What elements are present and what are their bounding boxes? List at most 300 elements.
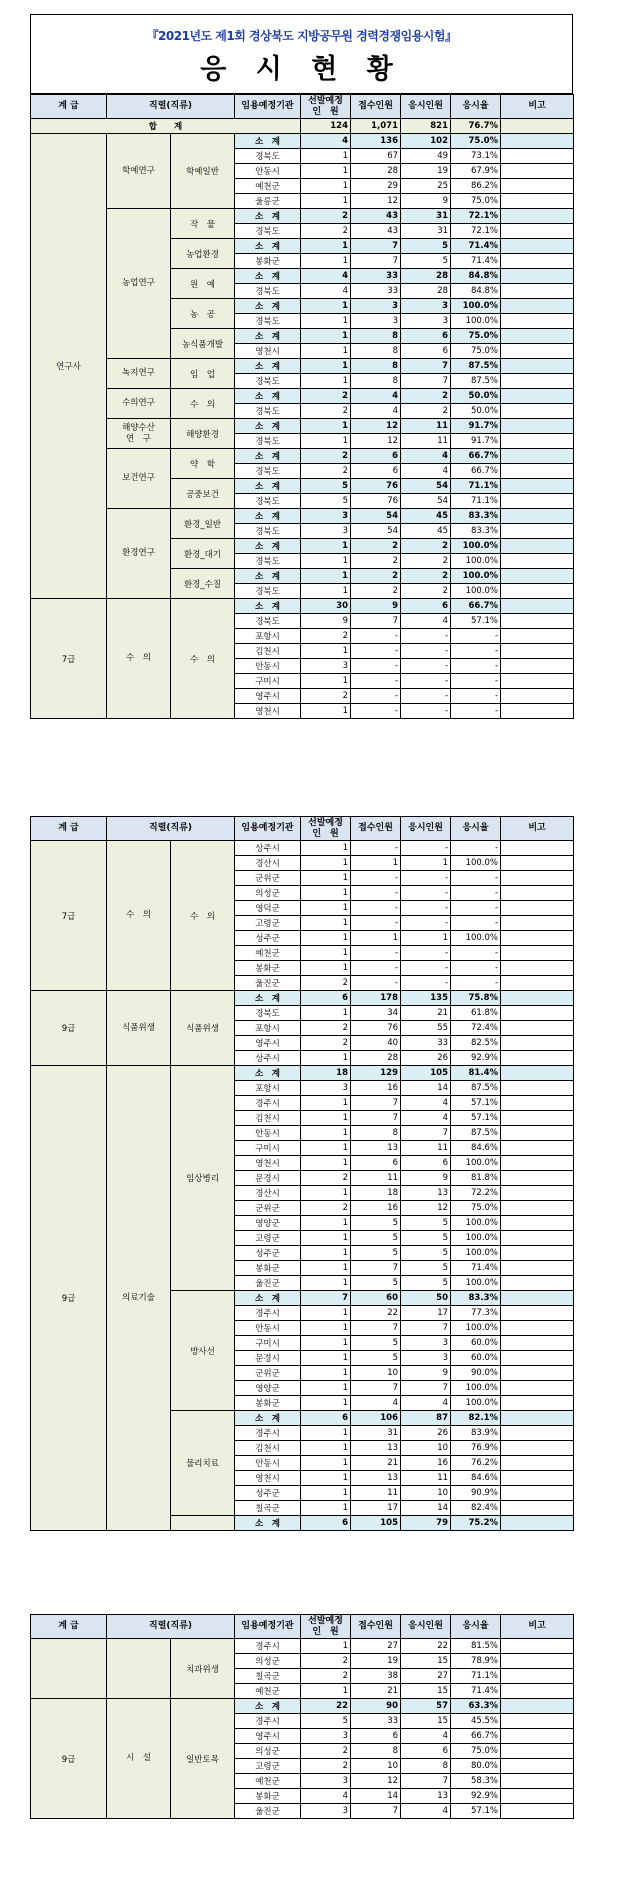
applicant-status-table-1 (30, 94, 574, 719)
title-box (30, 14, 573, 94)
quota-cell: 1 (301, 1051, 351, 1066)
examinees-cell: 26 (401, 1051, 451, 1066)
quota-cell: 1 (301, 374, 351, 389)
rate-cell: 75.0% (451, 194, 501, 209)
quota-cell: 1 (301, 554, 351, 569)
quota-cell: 1 (301, 1306, 351, 1321)
applicants-cell: 7 (351, 1804, 401, 1819)
quota-cell: 2 (301, 1171, 351, 1186)
remarks-cell (501, 524, 574, 539)
rate-cell: 61.8% (451, 1006, 501, 1021)
subseries-cell: 약 학 (171, 449, 235, 479)
subtotal-row (31, 209, 574, 224)
examinees-header: 응시인원 (401, 817, 451, 841)
grade-cell: 9급 (31, 1699, 107, 1819)
examinees-cell: 9 (401, 194, 451, 209)
examinees-cell: 49 (401, 149, 451, 164)
rate-cell: 84.8% (451, 269, 501, 284)
rate-cell: 80.0% (451, 1759, 501, 1774)
remarks-cell (501, 1246, 574, 1261)
examinees-cell: - (401, 916, 451, 931)
agency-cell: 경북도 (235, 434, 301, 449)
applicants-cell: - (351, 916, 401, 931)
agency-cell: 경북도 (235, 464, 301, 479)
agency-cell: 영양군 (235, 1216, 301, 1231)
quota-cell: 1 (301, 871, 351, 886)
examinees-cell: 5 (401, 239, 451, 254)
grade-cell: 9급 (31, 1066, 107, 1531)
rate-cell: 83.3% (451, 1291, 501, 1306)
rate-cell: 50.0% (451, 404, 501, 419)
remarks-cell (501, 1306, 574, 1321)
quota-cell: 1 (301, 1366, 351, 1381)
applicants-cell: 2 (351, 539, 401, 554)
remarks-cell (501, 1639, 574, 1654)
applicants-cell: 34 (351, 1006, 401, 1021)
agency-cell: 경북도 (235, 149, 301, 164)
quota-cell: 1 (301, 674, 351, 689)
rate-cell: 72.4% (451, 1021, 501, 1036)
agency-cell: 영천시 (235, 704, 301, 719)
rate-cell: 82.4% (451, 1501, 501, 1516)
remarks-cell (501, 599, 574, 614)
rate-cell: 92.9% (451, 1789, 501, 1804)
rate-cell: - (451, 946, 501, 961)
quota-cell: 1 (301, 1321, 351, 1336)
examinees-cell: 45 (401, 509, 451, 524)
examinees-cell: 1 (401, 856, 451, 871)
rate-cell: 63.3% (451, 1699, 501, 1714)
remarks-cell (501, 494, 574, 509)
subseries-cell: 해양환경 (171, 419, 235, 449)
applicants-cell: 6 (351, 464, 401, 479)
examinees-cell: 26 (401, 1426, 451, 1441)
agency-cell: 경북도 (235, 374, 301, 389)
subtotal-row (31, 599, 574, 614)
applicants-cell: 129 (351, 1066, 401, 1081)
remarks-cell (501, 614, 574, 629)
quota-cell: 1 (301, 1111, 351, 1126)
series-cell: 의료기술 (107, 1066, 171, 1531)
quota-cell: 1 (301, 569, 351, 584)
quota-cell: 2 (301, 1669, 351, 1684)
applicants-cell: 38 (351, 1669, 401, 1684)
agency-cell: 김천시 (235, 644, 301, 659)
applicants-cell: 33 (351, 269, 401, 284)
quota-cell: 1 (301, 1396, 351, 1411)
remarks-cell (501, 314, 574, 329)
applicants-cell: 17 (351, 1501, 401, 1516)
quota-cell: 2 (301, 464, 351, 479)
applicants-cell: - (351, 629, 401, 644)
applicants-cell: 13 (351, 1141, 401, 1156)
subseries-cell: 원 예 (171, 269, 235, 299)
remarks-cell (501, 1441, 574, 1456)
agency-cell: 칠곡군 (235, 1501, 301, 1516)
examinees-cell: 55 (401, 1021, 451, 1036)
agency-cell: 경주시 (235, 1639, 301, 1654)
subseries-cell: 식품위생 (171, 991, 235, 1066)
quota-cell: 3 (301, 1729, 351, 1744)
subseries-cell: 환경_일반 (171, 509, 235, 539)
remarks-cell (501, 1261, 574, 1276)
grade-cell (31, 1639, 107, 1699)
rate-cell: - (451, 674, 501, 689)
applicants-cell: - (351, 976, 401, 991)
agency-cell: 의성군 (235, 1744, 301, 1759)
series-cell: 환경연구 (107, 509, 171, 599)
applicants-cell: 8 (351, 329, 401, 344)
remarks-cell (501, 269, 574, 284)
agency-cell: 경북도 (235, 224, 301, 239)
agency-cell: 봉화군 (235, 1789, 301, 1804)
applicants-cell: - (351, 704, 401, 719)
subseries-cell: 치과위생 (171, 1639, 235, 1699)
series-cell: 수 의 (107, 599, 171, 719)
quota-cell: 6 (301, 1411, 351, 1426)
agency-cell: 영천시 (235, 344, 301, 359)
remarks-cell (501, 1426, 574, 1441)
rate-cell: - (451, 644, 501, 659)
rate-cell: 91.7% (451, 419, 501, 434)
applicants-cell: 5 (351, 1336, 401, 1351)
quota-cell: 1 (301, 149, 351, 164)
quota-cell: 5 (301, 494, 351, 509)
agency-cell: 구미시 (235, 674, 301, 689)
examinees-cell: 15 (401, 1654, 451, 1669)
remarks-header: 비고 (501, 1615, 574, 1639)
quota-cell: 1 (301, 916, 351, 931)
rate-cell: 71.4% (451, 239, 501, 254)
remarks-cell (501, 1759, 574, 1774)
rate-cell: 57.1% (451, 614, 501, 629)
remarks-cell (501, 674, 574, 689)
quota-cell: 1 (301, 886, 351, 901)
examinees-cell: 5 (401, 1231, 451, 1246)
remarks-cell (501, 1744, 574, 1759)
applicant-status-table-2 (30, 816, 574, 1531)
applicants-cell: 28 (351, 164, 401, 179)
series-cell: 시 설 (107, 1699, 171, 1819)
rate-cell: 81.4% (451, 1066, 501, 1081)
rate-cell: 83.3% (451, 509, 501, 524)
agency-cell: 군위군 (235, 871, 301, 886)
examinees-cell: 7 (401, 1381, 451, 1396)
agency-cell: 울릉군 (235, 194, 301, 209)
total-label: 합 계 (31, 119, 301, 134)
rate-cell: 100.0% (451, 539, 501, 554)
remarks-cell (501, 856, 574, 871)
examinees-cell: 7 (401, 374, 451, 389)
agency-cell: 울진군 (235, 1276, 301, 1291)
remarks-cell (501, 464, 574, 479)
examinees-header: 응시인원 (401, 95, 451, 119)
applicants-cell: 5 (351, 1216, 401, 1231)
remarks-cell (501, 134, 574, 149)
grade-cell: 7급 (31, 841, 107, 991)
agency-cell: 경주시 (235, 1426, 301, 1441)
subtotal-label: 소 계 (235, 329, 301, 344)
examinees-cell: 2 (401, 569, 451, 584)
subtotal-label: 소 계 (235, 1699, 301, 1714)
examinees-cell: 6 (401, 599, 451, 614)
rate-cell: 100.0% (451, 1381, 501, 1396)
quota-cell: 1 (301, 931, 351, 946)
rate-cell: 75.2% (451, 1516, 501, 1531)
total-remarks (501, 119, 574, 134)
remarks-cell (501, 1186, 574, 1201)
examinees-cell: 11 (401, 419, 451, 434)
remarks-cell (501, 901, 574, 916)
quota-cell: 22 (301, 1699, 351, 1714)
examinees-cell: 11 (401, 1141, 451, 1156)
series-cell: 식품위생 (107, 991, 171, 1066)
remarks-cell (501, 419, 574, 434)
examinees-cell: 4 (401, 1729, 451, 1744)
quota-cell: 1 (301, 1276, 351, 1291)
agency-cell: 포항시 (235, 1021, 301, 1036)
remarks-cell (501, 374, 574, 389)
quota-cell: 4 (301, 284, 351, 299)
rate-cell: 75.0% (451, 1744, 501, 1759)
subseries-cell: 임 업 (171, 359, 235, 389)
remarks-cell (501, 1036, 574, 1051)
examinees-cell: - (401, 704, 451, 719)
rate-cell: 72.1% (451, 209, 501, 224)
examinees-cell: 11 (401, 1471, 451, 1486)
applicants-cell: 11 (351, 1171, 401, 1186)
examinees-cell: 27 (401, 1669, 451, 1684)
subseries-cell: 농식품개발 (171, 329, 235, 359)
quota-cell: 3 (301, 659, 351, 674)
remarks-cell (501, 1789, 574, 1804)
applicants-cell: 10 (351, 1366, 401, 1381)
applicants-cell: 7 (351, 254, 401, 269)
rate-cell: 84.6% (451, 1141, 501, 1156)
subtotal-label: 소 계 (235, 991, 301, 1006)
subtotal-label: 소 계 (235, 389, 301, 404)
remarks-cell (501, 1351, 574, 1366)
rate-cell: 60.0% (451, 1351, 501, 1366)
quota-cell: 3 (301, 524, 351, 539)
rate-cell: 71.4% (451, 1261, 501, 1276)
agency-cell: 영주시 (235, 1729, 301, 1744)
agency-cell: 봉화군 (235, 1396, 301, 1411)
subtotal-label: 소 계 (235, 449, 301, 464)
subseries-cell: 작 물 (171, 209, 235, 239)
agency-cell: 김천시 (235, 1111, 301, 1126)
applicants-cell: - (351, 689, 401, 704)
grade-cell: 7급 (31, 599, 107, 719)
total-quota: 124 (301, 119, 351, 134)
applicants-cell: 19 (351, 1654, 401, 1669)
examinees-cell: 4 (401, 1804, 451, 1819)
subtotal-row (31, 389, 574, 404)
examinees-cell: 4 (401, 1111, 451, 1126)
examinees-cell: 4 (401, 614, 451, 629)
examinees-cell: - (401, 886, 451, 901)
examinees-cell: 4 (401, 449, 451, 464)
quota-cell: 1 (301, 1486, 351, 1501)
agency-cell: 칠곡군 (235, 1669, 301, 1684)
applicants-cell: 31 (351, 1426, 401, 1441)
rate-cell: 91.7% (451, 434, 501, 449)
applicants-cell: 8 (351, 1744, 401, 1759)
subtotal-label: 소 계 (235, 599, 301, 614)
agency-cell: 고령군 (235, 1231, 301, 1246)
grade-header: 계 급 (31, 95, 107, 119)
examinees-cell: 9 (401, 1171, 451, 1186)
quota-cell: 9 (301, 614, 351, 629)
subseries-cell: 환경_대기 (171, 539, 235, 569)
series-cell (107, 1639, 171, 1699)
quota-cell: 18 (301, 1066, 351, 1081)
subseries-cell: 물리치료 (171, 1411, 235, 1516)
applicants-cell: 7 (351, 614, 401, 629)
examinees-cell: - (401, 644, 451, 659)
agency-cell: 영천시 (235, 1471, 301, 1486)
total-examinees: 821 (401, 119, 451, 134)
examinees-cell: 6 (401, 344, 451, 359)
examinees-cell: - (401, 946, 451, 961)
rate-cell: 100.0% (451, 314, 501, 329)
agency-cell: 경북도 (235, 404, 301, 419)
rate-cell: 90.0% (451, 1366, 501, 1381)
quota-cell: 1 (301, 194, 351, 209)
subtotal-label: 소 계 (235, 209, 301, 224)
applicants-cell: 3 (351, 314, 401, 329)
examinees-cell: - (401, 674, 451, 689)
quota-cell: 1 (301, 254, 351, 269)
applicants-cell: 90 (351, 1699, 401, 1714)
subtotal-label: 소 계 (235, 509, 301, 524)
agency-header: 임용예정기관 (235, 817, 301, 841)
quota-cell: 1 (301, 1456, 351, 1471)
remarks-cell (501, 1276, 574, 1291)
quota-cell: 1 (301, 1441, 351, 1456)
examinees-cell: 5 (401, 1216, 451, 1231)
applicants-cell: 54 (351, 524, 401, 539)
quota-cell: 6 (301, 991, 351, 1006)
rate-cell: 71.1% (451, 1669, 501, 1684)
agency-cell: 경주시 (235, 1714, 301, 1729)
quota-cell: 1 (301, 1501, 351, 1516)
series-cell: 녹지연구 (107, 359, 171, 389)
table-row (31, 1639, 574, 1654)
quota-cell: 1 (301, 1096, 351, 1111)
remarks-cell (501, 209, 574, 224)
remarks-cell (501, 434, 574, 449)
remarks-cell (501, 254, 574, 269)
rate-cell: 71.1% (451, 479, 501, 494)
agency-cell: 영양군 (235, 1381, 301, 1396)
applicants-cell: - (351, 674, 401, 689)
remarks-cell (501, 329, 574, 344)
quota-cell: 1 (301, 164, 351, 179)
agency-cell: 성주군 (235, 1486, 301, 1501)
remarks-cell (501, 194, 574, 209)
quota-cell: 4 (301, 1789, 351, 1804)
rate-cell: 92.9% (451, 1051, 501, 1066)
agency-cell: 경북도 (235, 584, 301, 599)
subtotal-row (31, 449, 574, 464)
remarks-cell (501, 1201, 574, 1216)
applicants-cell: 4 (351, 389, 401, 404)
remarks-cell (501, 584, 574, 599)
rate-cell: 87.5% (451, 374, 501, 389)
remarks-cell (501, 1396, 574, 1411)
subtotal-label: 소 계 (235, 1291, 301, 1306)
applicants-cell: 105 (351, 1516, 401, 1531)
subseries-cell: 수 의 (171, 389, 235, 419)
rate-cell: - (451, 841, 501, 856)
quota-cell: 1 (301, 434, 351, 449)
applicants-cell: 12 (351, 434, 401, 449)
series-header: 직렬(직류) (107, 817, 235, 841)
remarks-header: 비고 (501, 817, 574, 841)
rate-cell: 100.0% (451, 931, 501, 946)
applicants-cell: 21 (351, 1456, 401, 1471)
quota-cell: 2 (301, 1036, 351, 1051)
applicants-header: 접수인원 (351, 1615, 401, 1639)
rate-cell: 100.0% (451, 554, 501, 569)
subseries-cell: 수 의 (171, 841, 235, 991)
examinees-cell: 6 (401, 329, 451, 344)
remarks-cell (501, 1171, 574, 1186)
remarks-cell (501, 449, 574, 464)
quota-cell: 2 (301, 224, 351, 239)
quota-cell: 2 (301, 1201, 351, 1216)
remarks-cell (501, 1714, 574, 1729)
examinees-cell: 5 (401, 1246, 451, 1261)
remarks-cell (501, 1366, 574, 1381)
subtotal-label: 소 계 (235, 569, 301, 584)
rate-cell: - (451, 961, 501, 976)
document-title: 『2021년도 제1회 경상북도 지방공무원 경력경쟁임용시험』 (146, 29, 457, 43)
remarks-cell (501, 554, 574, 569)
examinees-cell: 54 (401, 494, 451, 509)
quota-cell: 1 (301, 1471, 351, 1486)
remarks-cell (501, 659, 574, 674)
examinees-cell: 4 (401, 1396, 451, 1411)
agency-cell: 안동시 (235, 1126, 301, 1141)
applicants-cell: 2 (351, 554, 401, 569)
remarks-cell (501, 224, 574, 239)
examinees-cell: 5 (401, 254, 451, 269)
remarks-cell (501, 1804, 574, 1819)
subseries-cell: 일반토목 (171, 1699, 235, 1819)
remarks-cell (501, 1021, 574, 1036)
remarks-cell (501, 1216, 574, 1231)
remarks-cell (501, 389, 574, 404)
rate-cell: 83.9% (451, 1426, 501, 1441)
subtotal-label: 소 계 (235, 134, 301, 149)
rate-cell: 76.9% (451, 1441, 501, 1456)
rate-cell: 60.0% (451, 1336, 501, 1351)
examinees-cell: 6 (401, 1744, 451, 1759)
quota-cell: 1 (301, 946, 351, 961)
subseries-cell: 농 공 (171, 299, 235, 329)
subtotal-label: 소 계 (235, 239, 301, 254)
applicants-cell: 43 (351, 209, 401, 224)
remarks-cell (501, 1066, 574, 1081)
total-rate: 76.7% (451, 119, 501, 134)
agency-cell: 상주시 (235, 1051, 301, 1066)
agency-cell: 구미시 (235, 1336, 301, 1351)
applicants-cell: 6 (351, 449, 401, 464)
applicants-cell: 13 (351, 1441, 401, 1456)
rate-header: 응시율 (451, 95, 501, 119)
